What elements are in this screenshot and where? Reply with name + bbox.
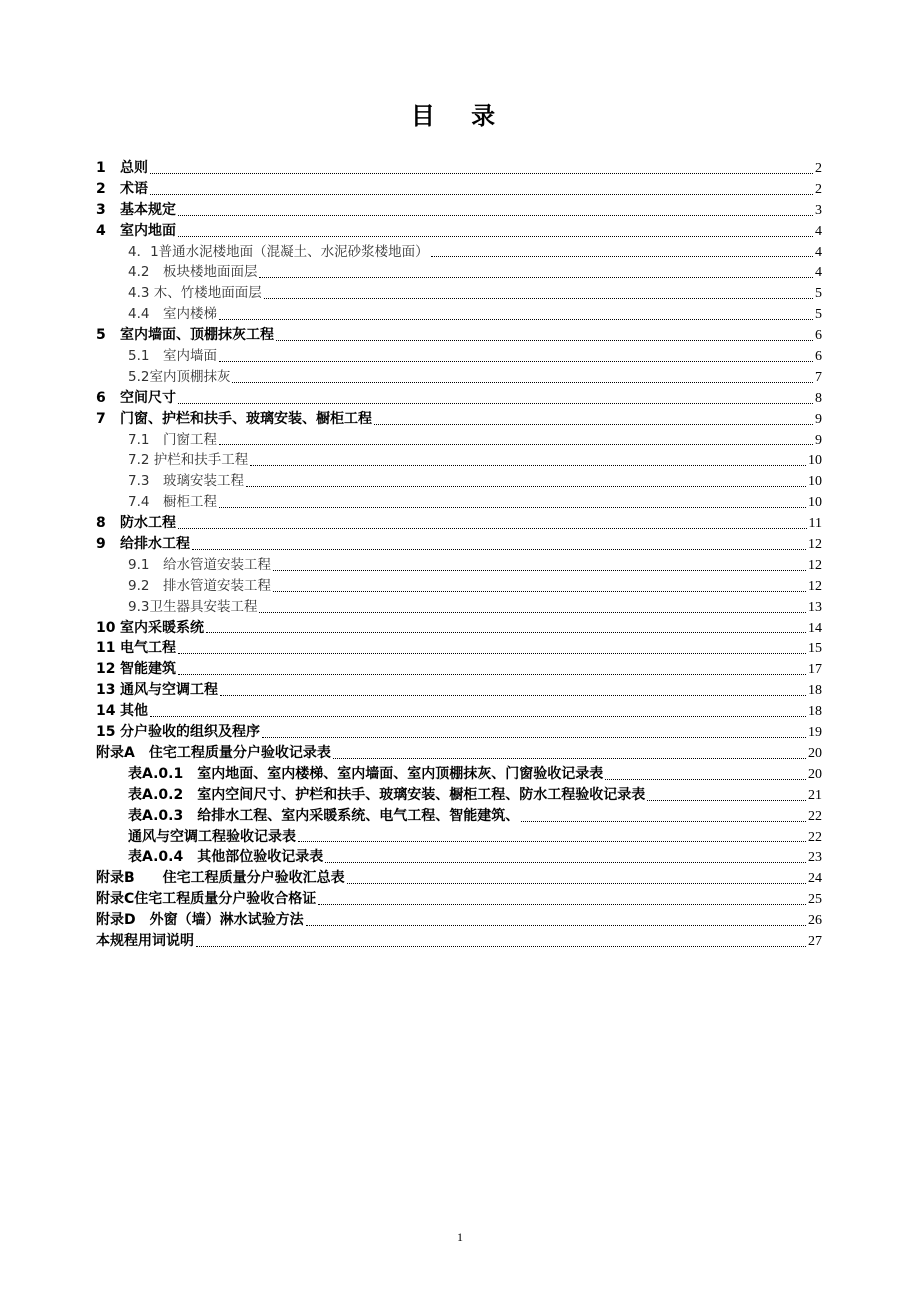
toc-entry-text: 术语 <box>120 180 148 197</box>
toc-entry[interactable] <box>96 680 822 701</box>
toc-leader-dots <box>306 924 806 926</box>
toc-entry-title <box>96 743 331 764</box>
toc-entry[interactable] <box>96 471 822 492</box>
toc-entry-page: 24 <box>808 871 822 887</box>
table-of-contents <box>96 158 822 952</box>
toc-entry-text: 5.1 室内墙面 <box>128 348 217 365</box>
toc-entry-text: 4.3 木、竹楼地面面层 <box>128 285 262 302</box>
toc-entry[interactable] <box>96 221 822 242</box>
toc-entry-title <box>96 367 230 388</box>
toc-entry-page: 27 <box>808 933 822 949</box>
toc-entry-text: 空间尺寸 <box>120 389 176 406</box>
toc-leader-dots <box>298 840 806 842</box>
toc-leader-dots <box>347 882 806 884</box>
toc-leader-dots <box>150 715 806 717</box>
toc-entry-text: 室内墙面、顶棚抹灰工程 <box>120 327 274 344</box>
toc-entry[interactable] <box>96 262 822 283</box>
toc-entry[interactable] <box>96 534 822 555</box>
toc-entry-title <box>96 868 345 889</box>
toc-entry-title <box>96 158 148 179</box>
toc-entry-text: 附录D 外窗（墙）淋水试验方法 <box>96 912 304 929</box>
toc-entry-text: 9.1 给水管道安装工程 <box>128 556 271 573</box>
toc-entry-title <box>96 910 304 931</box>
toc-leader-dots <box>647 799 806 801</box>
toc-entry-title <box>96 701 148 722</box>
toc-entry[interactable] <box>96 847 822 868</box>
toc-entry-title <box>96 513 176 534</box>
toc-entry-title <box>96 847 323 868</box>
toc-entry[interactable] <box>96 242 822 263</box>
toc-entry-text: 总则 <box>120 160 148 176</box>
toc-entry-number: 8 <box>96 515 106 532</box>
toc-entry-page: 3 <box>815 202 822 218</box>
toc-leader-dots <box>250 464 806 466</box>
toc-entry-page: 7 <box>815 369 822 385</box>
toc-entry-page: 6 <box>815 328 822 344</box>
toc-entry-page: 18 <box>808 683 822 699</box>
toc-entry[interactable] <box>96 576 822 597</box>
toc-entry-title <box>96 221 176 242</box>
toc-entry-title <box>96 262 257 283</box>
toc-entry-page: 21 <box>808 787 822 803</box>
toc-entry-text: 表A.0.4 其他部位验收记录表 <box>128 849 324 866</box>
toc-entry-title <box>96 179 148 200</box>
toc-entry-page: 12 <box>808 557 822 573</box>
toc-entry[interactable] <box>96 200 822 221</box>
toc-entry-title <box>96 242 429 263</box>
toc-leader-dots <box>150 193 813 195</box>
toc-entry-page: 23 <box>808 850 822 866</box>
toc-entry-title <box>96 471 244 492</box>
toc-leader-dots <box>276 339 813 341</box>
toc-leader-dots <box>178 652 806 654</box>
toc-leader-dots <box>521 820 806 822</box>
toc-entry-title <box>96 722 260 743</box>
toc-entry[interactable] <box>96 806 822 827</box>
toc-entry-page: 9 <box>815 432 822 448</box>
toc-leader-dots <box>219 360 813 362</box>
toc-entry[interactable] <box>96 701 822 722</box>
toc-entry[interactable] <box>96 555 822 576</box>
toc-entry[interactable] <box>96 827 822 848</box>
toc-leader-dots <box>318 903 806 905</box>
toc-entry[interactable] <box>96 931 822 952</box>
toc-leader-dots <box>333 757 806 759</box>
toc-entry-title <box>96 618 204 639</box>
toc-entry-text: 4.4 室内楼梯 <box>128 306 217 323</box>
toc-entry-page: 15 <box>808 641 822 657</box>
toc-leader-dots <box>259 276 813 278</box>
toc-entry-title <box>96 659 176 680</box>
toc-entry[interactable] <box>96 409 822 430</box>
toc-leader-dots <box>264 297 813 299</box>
toc-leader-dots <box>178 402 813 404</box>
toc-entry-title <box>96 304 217 325</box>
toc-entry-text: 7.1 门窗工程 <box>128 431 217 448</box>
toc-entry-number: 5 <box>96 327 106 344</box>
toc-entry[interactable] <box>96 388 822 409</box>
toc-entry-title <box>96 680 218 701</box>
toc-entry-text: 5.2室内顶棚抹灰 <box>128 368 231 385</box>
toc-entry-text: 9.2 排水管道安装工程 <box>128 577 271 594</box>
toc-entry-number: 3 <box>96 201 106 218</box>
toc-entry-number: 7 <box>96 410 106 427</box>
toc-entry-page: 4 <box>815 244 822 260</box>
toc-entry-page: 2 <box>815 161 822 176</box>
page-title: 目 录 <box>410 102 510 130</box>
toc-entry-number: 4 <box>96 222 106 239</box>
toc-leader-dots <box>206 631 806 633</box>
toc-entry[interactable] <box>96 910 822 931</box>
toc-leader-dots <box>325 861 806 863</box>
toc-entry-number: 15 <box>96 724 116 741</box>
toc-entry-title <box>96 388 176 409</box>
toc-entry-text: 其他 <box>120 703 148 720</box>
toc-entry-page: 12 <box>808 537 822 553</box>
toc-entry[interactable] <box>96 764 822 785</box>
toc-entry-text: 室内地面 <box>120 222 176 239</box>
toc-entry-page: 18 <box>808 704 822 720</box>
toc-entry-number: 1 <box>96 160 106 176</box>
toc-entry-title <box>96 200 176 221</box>
toc-entry-text: 通风与空调工程验收记录表 <box>128 828 296 845</box>
toc-entry-page: 4 <box>815 265 822 281</box>
toc-leader-dots <box>196 945 806 947</box>
toc-leader-dots <box>273 590 806 592</box>
toc-leader-dots <box>178 214 813 216</box>
toc-entry-page: 4 <box>815 223 822 239</box>
toc-entry[interactable] <box>96 325 822 346</box>
toc-entry-page: 12 <box>808 578 822 594</box>
toc-entry-title <box>96 597 257 618</box>
toc-leader-dots <box>178 235 813 237</box>
toc-entry-text: 基本规定 <box>120 201 176 218</box>
toc-entry[interactable] <box>96 889 822 910</box>
toc-entry-title <box>96 450 248 471</box>
toc-entry-title <box>96 555 271 576</box>
toc-leader-dots <box>219 318 813 320</box>
toc-entry-number: 14 <box>96 703 116 720</box>
toc-entry-title <box>96 785 645 806</box>
toc-entry-text: 4．1普通水泥楼地面（混凝土、水泥砂浆楼地面） <box>128 243 429 260</box>
toc-entry-title <box>96 806 519 827</box>
toc-entry-page: 9 <box>815 411 822 427</box>
toc-entry-title <box>96 430 217 451</box>
toc-entry-title <box>96 576 271 597</box>
toc-entry[interactable] <box>96 513 822 534</box>
toc-entry[interactable] <box>96 638 822 659</box>
toc-entry-page: 11 <box>808 516 822 532</box>
toc-entry-text: 本规程用词说明 <box>96 932 194 949</box>
toc-leader-dots <box>150 172 813 174</box>
toc-entry-text: 室内采暖系统 <box>120 619 204 636</box>
toc-leader-dots <box>374 423 813 425</box>
toc-entry-page: 17 <box>808 662 822 678</box>
toc-entry-page: 26 <box>808 913 822 929</box>
toc-leader-dots <box>220 694 806 696</box>
toc-leader-dots <box>178 673 806 675</box>
toc-entry-page: 8 <box>815 390 822 406</box>
toc-entry-number: 11 <box>96 640 116 657</box>
toc-entry-title <box>96 889 316 910</box>
toc-entry[interactable] <box>96 785 822 806</box>
toc-entry[interactable] <box>96 304 822 325</box>
toc-entry-text: 智能建筑 <box>120 661 176 678</box>
toc-entry-title <box>96 492 217 513</box>
toc-entry-page: 13 <box>808 599 822 615</box>
toc-entry-page: 22 <box>808 808 822 824</box>
toc-entry-text: 给排水工程 <box>120 536 190 553</box>
toc-entry[interactable] <box>96 367 822 388</box>
toc-leader-dots <box>219 443 813 445</box>
toc-entry-text: 7.4 橱柜工程 <box>128 494 217 511</box>
toc-entry[interactable] <box>96 868 822 889</box>
toc-entry-text: 4.2 板块楼地面面层 <box>128 264 258 281</box>
toc-entry-text: 7.3 玻璃安装工程 <box>128 473 244 490</box>
toc-entry[interactable] <box>96 346 822 367</box>
toc-entry-text: 电气工程 <box>120 640 176 657</box>
toc-entry-page: 20 <box>808 766 822 782</box>
toc-leader-dots <box>259 611 806 613</box>
toc-entry[interactable] <box>96 158 822 179</box>
toc-entry-title <box>96 346 217 367</box>
toc-entry-page: 25 <box>808 892 822 908</box>
toc-entry-page: 22 <box>808 829 822 845</box>
toc-entry-title <box>96 764 603 785</box>
toc-entry[interactable] <box>96 597 822 618</box>
toc-leader-dots <box>431 255 813 257</box>
toc-entry-page: 10 <box>808 495 822 511</box>
toc-entry-title <box>96 638 176 659</box>
toc-entry-text: 通风与空调工程 <box>120 682 218 699</box>
toc-entry-page: 14 <box>808 620 822 636</box>
toc-entry-text: 表A.0.1 室内地面、室内楼梯、室内墙面、室内顶棚抹灰、门窗验收记录表 <box>128 765 604 782</box>
toc-entry-number: 12 <box>96 661 116 678</box>
toc-entry-text: 分户验收的组织及程序 <box>120 724 260 741</box>
toc-entry-title <box>96 283 262 304</box>
toc-entry-text: 9.3卫生器具安装工程 <box>128 598 258 615</box>
toc-entry[interactable] <box>96 179 822 200</box>
toc-leader-dots <box>273 569 806 571</box>
toc-entry-number: 9 <box>96 536 106 553</box>
toc-leader-dots <box>232 381 813 383</box>
toc-entry-number: 13 <box>96 682 116 699</box>
toc-entry-title <box>96 409 372 430</box>
toc-entry-title <box>96 325 274 346</box>
toc-entry-page: 5 <box>815 286 822 302</box>
toc-entry-text: 7.2 护栏和扶手工程 <box>128 452 249 469</box>
toc-leader-dots <box>219 506 806 508</box>
toc-entry-number: 10 <box>96 619 116 636</box>
toc-entry[interactable] <box>96 450 822 471</box>
toc-entry[interactable] <box>96 430 822 451</box>
toc-entry-text: 附录A 住宅工程质量分户验收记录表 <box>96 744 331 761</box>
toc-entry-page: 19 <box>808 725 822 741</box>
toc-entry-title <box>96 827 296 848</box>
toc-entry-text: 防水工程 <box>120 515 176 532</box>
toc-entry[interactable] <box>96 283 822 304</box>
toc-entry-text: 表A.0.3 给排水工程、室内采暖系统、电气工程、智能建筑、 <box>128 807 520 824</box>
toc-entry-text: 门窗、护栏和扶手、玻璃安装、橱柜工程 <box>120 410 372 427</box>
toc-entry-page: 6 <box>815 349 822 365</box>
toc-leader-dots <box>262 736 806 738</box>
toc-entry-page: 10 <box>808 453 822 469</box>
toc-entry[interactable] <box>96 722 822 743</box>
toc-entry-page: 5 <box>815 307 822 323</box>
toc-entry-title <box>96 534 190 555</box>
toc-entry-number: 2 <box>96 180 106 197</box>
toc-leader-dots <box>246 485 806 487</box>
toc-leader-dots <box>178 527 807 529</box>
toc-leader-dots <box>192 548 806 550</box>
toc-entry-page: 2 <box>815 181 822 197</box>
toc-entry[interactable] <box>96 659 822 680</box>
toc-entry[interactable] <box>96 492 822 513</box>
toc-entry-title <box>96 931 194 952</box>
page-number: 1 <box>457 1230 463 1244</box>
toc-entry[interactable] <box>96 743 822 764</box>
toc-entry-page: 20 <box>808 745 822 761</box>
toc-entry[interactable] <box>96 618 822 639</box>
toc-entry-number: 6 <box>96 389 106 406</box>
toc-entry-text: 附录B 住宅工程质量分户验收汇总表 <box>96 870 345 887</box>
toc-entry-page: 10 <box>808 474 822 490</box>
toc-entry-text: 附录C住宅工程质量分户验收合格证 <box>96 891 317 908</box>
toc-leader-dots <box>605 778 806 780</box>
toc-entry-text: 表A.0.2 室内空间尺寸、护栏和扶手、玻璃安装、橱柜工程、防水工程验收记录表 <box>128 786 646 803</box>
